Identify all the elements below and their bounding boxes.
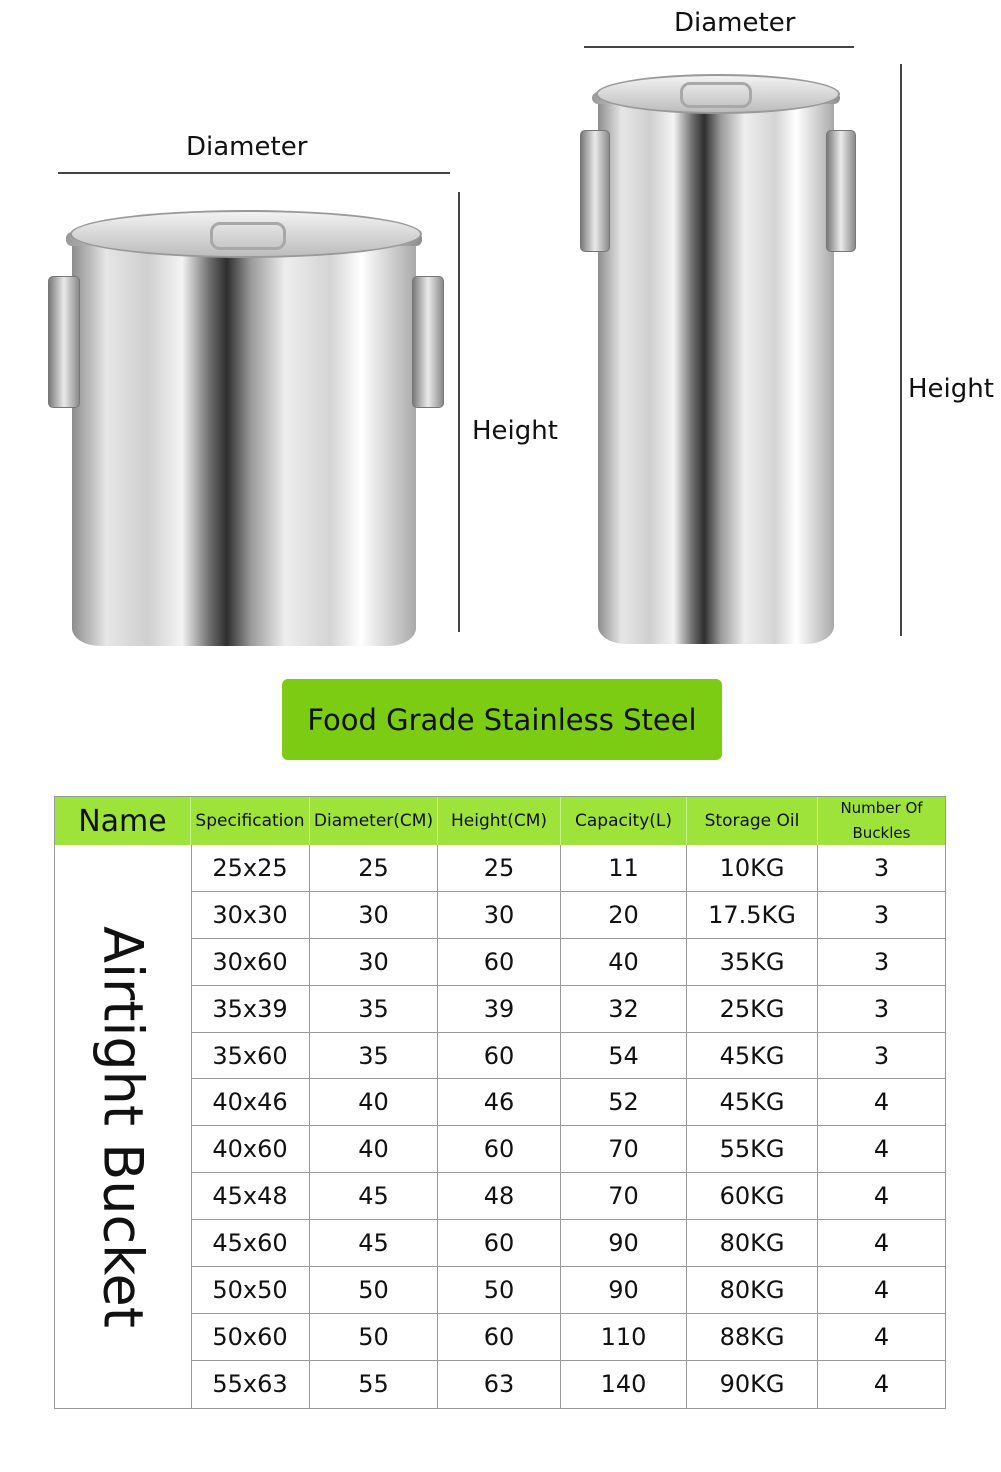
- storage-oil-cell: 60KG: [687, 1173, 818, 1219]
- table-header: [55, 797, 945, 845]
- table-row: [191, 1173, 945, 1220]
- header-name: Name: [55, 797, 191, 845]
- capacity-cell: 70: [561, 1126, 687, 1172]
- diameter-cell: 35: [310, 986, 438, 1032]
- right-bucket-image: [582, 70, 857, 650]
- spec-cell: 40x46: [191, 1079, 310, 1125]
- left-clasp-right: [412, 276, 444, 408]
- capacity-cell: 140: [561, 1361, 687, 1408]
- storage-oil-cell: 80KG: [687, 1267, 818, 1313]
- table-row: [191, 939, 945, 986]
- table-row: [191, 1361, 945, 1408]
- capacity-cell: 52: [561, 1079, 687, 1125]
- capacity-cell: 90: [561, 1267, 687, 1313]
- left-diameter-label: Diameter: [186, 132, 308, 162]
- buckles-cell: 3: [873, 994, 890, 1023]
- storage-oil-cell: 80KG: [687, 1220, 818, 1266]
- left-bucket-figure: [40, 120, 600, 660]
- right-lid-handle: [680, 82, 752, 108]
- header-buckles: Number Of Buckles: [840, 799, 923, 842]
- left-bucket-image: [60, 206, 440, 646]
- storage-oil-cell: 88KG: [687, 1314, 818, 1360]
- buckles-cell: 4: [873, 1088, 890, 1117]
- left-height-label: Height: [472, 416, 558, 446]
- diameter-cell: 50: [310, 1267, 438, 1313]
- right-height-label: Height: [908, 374, 994, 404]
- spec-cell: 55x63: [191, 1361, 310, 1408]
- right-clasp-left: [580, 130, 610, 252]
- diameter-cell: 40: [310, 1079, 438, 1125]
- storage-oil-cell: 55KG: [687, 1126, 818, 1172]
- height-cell: 60: [438, 1033, 561, 1079]
- header-storage-oil: Storage Oil: [687, 797, 818, 845]
- height-cell: 63: [438, 1361, 561, 1408]
- height-cell: 46: [438, 1079, 561, 1125]
- right-bucket-figure: [570, 0, 1001, 660]
- height-cell: 48: [438, 1173, 561, 1219]
- capacity-cell: 110: [561, 1314, 687, 1360]
- height-cell: 60: [438, 939, 561, 985]
- spec-cell: 35x60: [191, 1033, 310, 1079]
- diameter-cell: 50: [310, 1314, 438, 1360]
- buckles-cell: 3: [873, 1041, 890, 1070]
- diameter-cell: 55: [310, 1361, 438, 1408]
- buckles-cell: 4: [873, 1275, 890, 1304]
- capacity-cell: 11: [561, 845, 687, 891]
- diameter-cell: 30: [310, 892, 438, 938]
- left-height-line: [458, 192, 460, 632]
- table-body: [191, 845, 945, 1408]
- spec-table: [54, 796, 946, 1409]
- buckles-cell: 3: [873, 947, 890, 976]
- spec-cell: 45x48: [191, 1173, 310, 1219]
- storage-oil-cell: 45KG: [687, 1033, 818, 1079]
- table-row: [191, 845, 945, 892]
- height-cell: 60: [438, 1314, 561, 1360]
- right-bucket-body: [598, 96, 834, 644]
- spec-cell: 40x60: [191, 1126, 310, 1172]
- storage-oil-cell: 25KG: [687, 986, 818, 1032]
- diameter-cell: 40: [310, 1126, 438, 1172]
- table-row: [191, 1267, 945, 1314]
- left-clasp-left: [48, 276, 80, 408]
- storage-oil-cell: 10KG: [687, 845, 818, 891]
- spec-cell: 50x60: [191, 1314, 310, 1360]
- table-row: [191, 1079, 945, 1126]
- height-cell: 39: [438, 986, 561, 1032]
- left-diameter-line: [58, 172, 450, 174]
- capacity-cell: 40: [561, 939, 687, 985]
- diameter-cell: 45: [310, 1220, 438, 1266]
- table-row: [191, 1314, 945, 1361]
- header-height: Height(CM): [438, 797, 561, 845]
- material-badge-text: Food Grade Stainless Steel: [307, 702, 697, 737]
- buckles-cell: 4: [873, 1322, 890, 1351]
- table-row: [191, 1220, 945, 1267]
- spec-cell: 30x30: [191, 892, 310, 938]
- height-cell: 60: [438, 1220, 561, 1266]
- left-bucket-body: [72, 236, 416, 646]
- height-cell: 25: [438, 845, 561, 891]
- capacity-cell: 90: [561, 1220, 687, 1266]
- capacity-cell: 54: [561, 1033, 687, 1079]
- material-badge: [282, 679, 722, 760]
- right-height-line: [900, 64, 902, 636]
- storage-oil-cell: 90KG: [687, 1361, 818, 1408]
- storage-oil-cell: 17.5KG: [687, 892, 818, 938]
- header-diameter: Diameter(CM): [310, 797, 438, 845]
- table-row: [191, 892, 945, 939]
- header-specification: Specification: [191, 797, 310, 845]
- buckles-cell: 4: [873, 1182, 890, 1211]
- buckles-cell: 3: [873, 853, 890, 882]
- height-cell: 50: [438, 1267, 561, 1313]
- buckles-cell: 3: [873, 900, 890, 929]
- header-capacity: Capacity(L): [561, 797, 687, 845]
- right-diameter-line: [584, 46, 854, 48]
- capacity-cell: 70: [561, 1173, 687, 1219]
- spec-cell: 30x60: [191, 939, 310, 985]
- storage-oil-cell: 35KG: [687, 939, 818, 985]
- table-row: [191, 1126, 945, 1173]
- storage-oil-cell: 45KG: [687, 1079, 818, 1125]
- buckles-cell: 4: [873, 1135, 890, 1164]
- capacity-cell: 20: [561, 892, 687, 938]
- buckles-cell: 4: [873, 1229, 890, 1258]
- spec-cell: 45x60: [191, 1220, 310, 1266]
- right-clasp-right: [826, 130, 856, 252]
- diameter-cell: 45: [310, 1173, 438, 1219]
- product-name-cell: [55, 845, 192, 1408]
- diameter-cell: 35: [310, 1033, 438, 1079]
- spec-cell: 35x39: [191, 986, 310, 1032]
- table-row: [191, 986, 945, 1033]
- spec-cell: 50x50: [191, 1267, 310, 1313]
- spec-cell: 25x25: [191, 845, 310, 891]
- height-cell: 30: [438, 892, 561, 938]
- diameter-cell: 25: [310, 845, 438, 891]
- diameter-cell: 30: [310, 939, 438, 985]
- buckles-cell: 4: [873, 1370, 890, 1399]
- right-diameter-label: Diameter: [674, 8, 796, 38]
- table-row: [191, 1033, 945, 1080]
- left-lid-handle: [210, 222, 286, 250]
- capacity-cell: 32: [561, 986, 687, 1032]
- height-cell: 60: [438, 1126, 561, 1172]
- product-name: Airtight Bucket: [91, 925, 155, 1328]
